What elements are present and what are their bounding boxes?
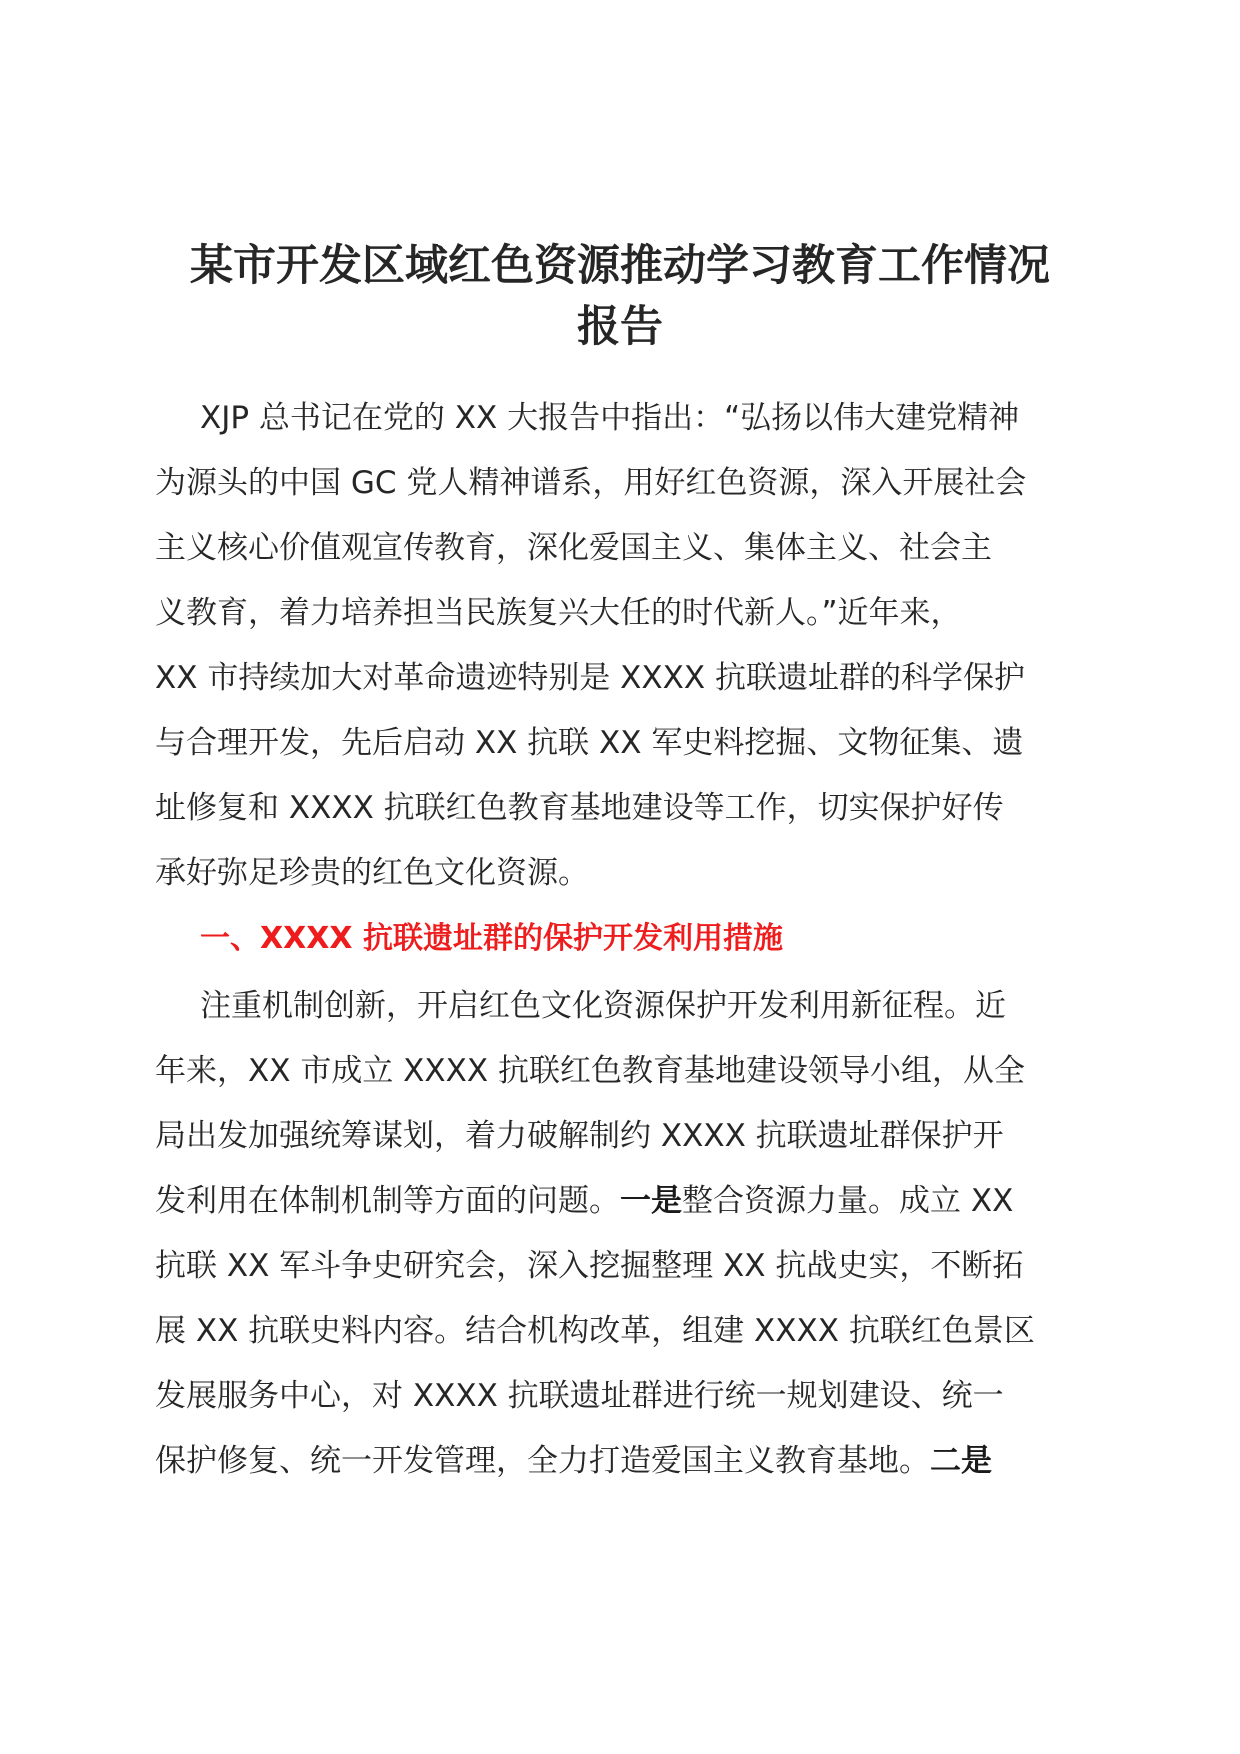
title-line-1: 某市开发区域红色资源推动学习教育工作情况 [190, 241, 1050, 291]
line-text: 保护修复、统一开发管理，全力打造爱国主义教育基地。 [155, 1443, 930, 1479]
section-heading-1: 一、XXXX 抗联遗址群的保护开发利用措施 [200, 921, 783, 956]
paragraph-line: 展 XX 抗联史料内容。结合机构改革，组建 XXXX 抗联红色景区 [155, 1313, 1035, 1349]
paragraph-line [155, 1169, 1095, 1234]
paragraph-line: 承好弥足珍贵的红色文化资源。 [155, 855, 589, 891]
paragraph-line: 注重机制创新，开启红色文化资源保护开发利用新征程。近 [200, 988, 1006, 1024]
paragraph-line: 址修复和 XXXX 抗联红色教育基地建设等工作，切实保护好传 [155, 790, 1004, 826]
paragraph-line: XJP 总书记在党的 XX 大报告中指出：“弘扬以伟大建党精神 [200, 400, 1020, 436]
paragraph-line: 发展服务中心，对 XXXX 抗联遗址群进行统一规划建设、统一 [155, 1378, 1004, 1414]
paragraph-line: 主义核心价值观宣传教育，深化爱国主义、集体主义、社会主 [155, 530, 992, 566]
title-line-2: 报告 [577, 302, 663, 352]
line-text: 整合资源力量。成立 XX [682, 1183, 1014, 1219]
bold-marker-second: 二是 [930, 1443, 992, 1479]
paragraph-line: 为源头的中国 GC 党人精神谱系，用好红色资源，深入开展社会 [155, 465, 1027, 501]
paragraph-line: XX 市持续加大对革命遗迹特别是 XXXX 抗联遗址群的科学保护 [155, 660, 1025, 696]
paragraph-line [155, 1429, 1095, 1494]
document-title [150, 236, 1090, 358]
paragraph-line: 与合理开发，先后启动 XX 抗联 XX 军史料挖掘、文物征集、遗 [155, 725, 1024, 761]
paragraph-line: 义教育，着力培养担当民族复兴大任的时代新人。”近年来， [155, 595, 962, 631]
line-text: 发利用在体制机制等方面的问题。 [155, 1183, 620, 1219]
section-1-paragraph [155, 974, 1095, 1494]
paragraph-line: 抗联 XX 军斗争史研究会，深入挖掘整理 XX 抗战史实，不断拓 [155, 1248, 1024, 1284]
bold-marker-first: 一是 [620, 1183, 682, 1219]
paragraph-line: 局出发加强统筹谋划，着力破解制约 XXXX 抗联遗址群保护开 [155, 1118, 1004, 1154]
intro-paragraph [155, 386, 1095, 906]
paragraph-line: 年来，XX 市成立 XXXX 抗联红色教育基地建设领导小组，从全 [155, 1053, 1025, 1089]
